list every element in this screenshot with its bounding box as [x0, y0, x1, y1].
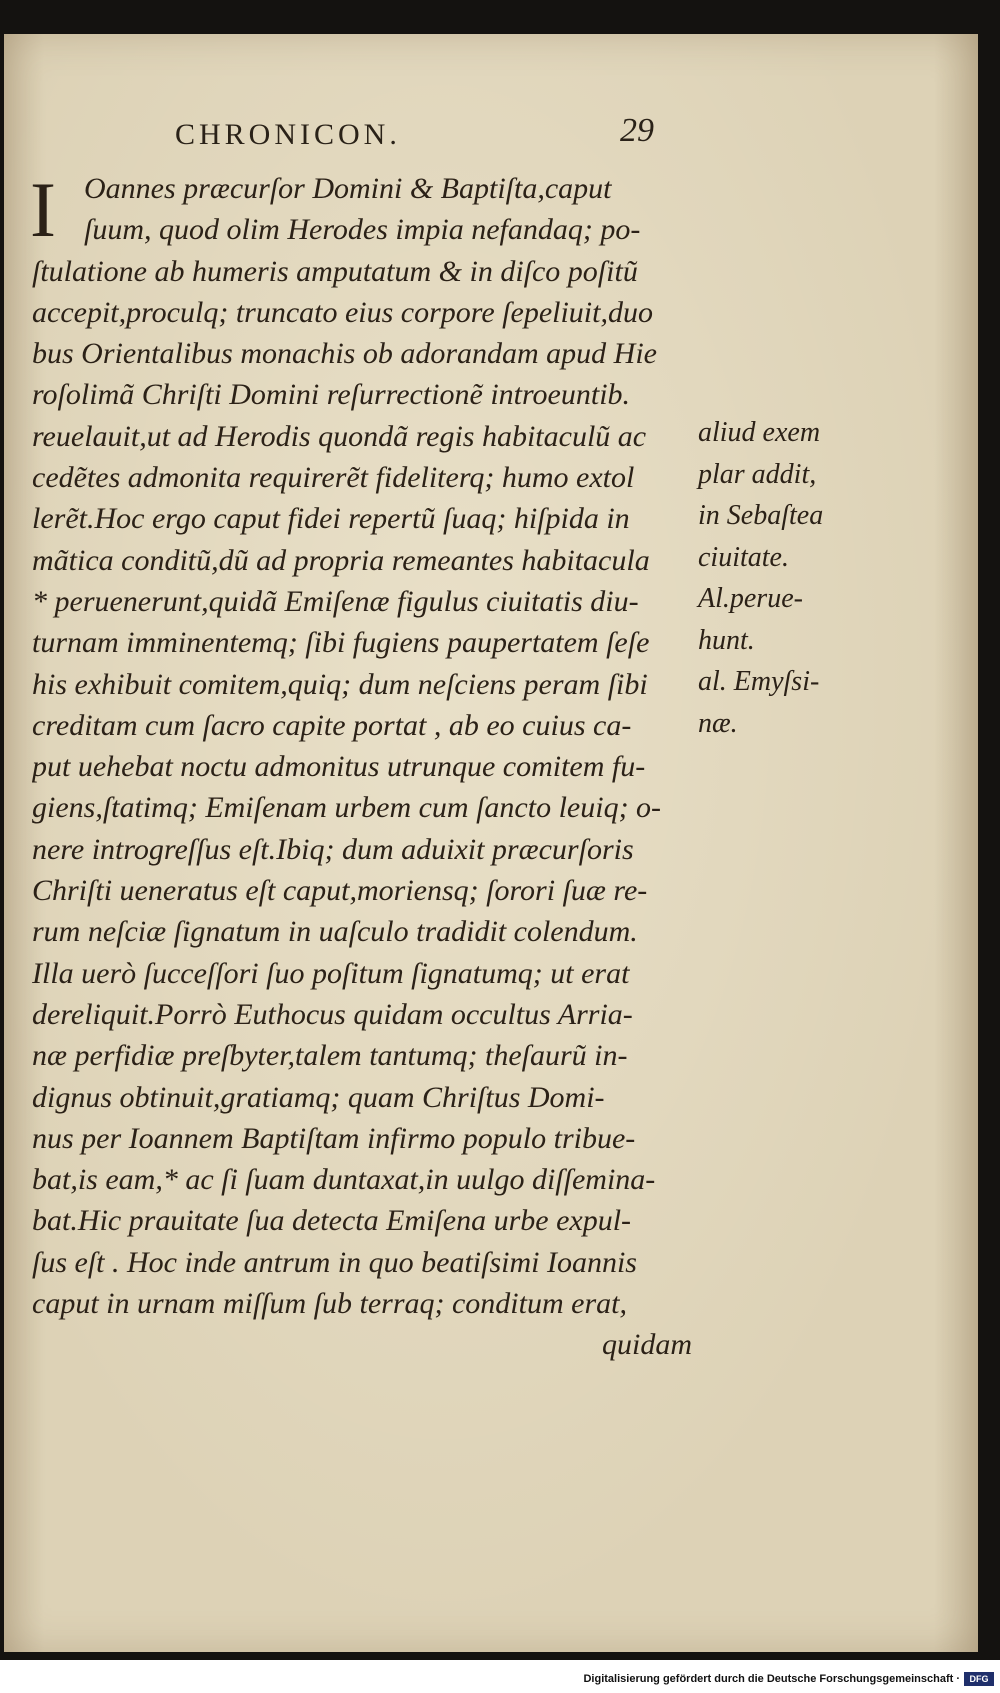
text-line: ſuum, quod olim Herodes impia nefandaq; po- [84, 213, 641, 247]
text-line: ſus eſt . Hoc inde antrum in quo beatiſsimi Ioannis [32, 1245, 637, 1279]
main-text-block [32, 168, 692, 1366]
margin-note-line: hunt. [698, 624, 755, 656]
text-line: dignus obtinuit,gratiamq; quam Chriſtus Domi- [32, 1080, 605, 1114]
text-line: cedẽtes admonita requirerẽt fideliterq; humo extol [32, 461, 635, 495]
margin-note-line: aliud exem [698, 417, 821, 448]
text-line: mãtica conditũ,dũ ad propria remeantes habitacula [32, 543, 650, 577]
margin-note-line: ciuitate. [698, 541, 789, 573]
text-line: Chriſti ueneratus eſt caput,moriensq; ſorori ſuæ re- [32, 874, 648, 908]
margin-notes [698, 412, 858, 744]
text-line: bat,is eam,* ac ſi ſuam duntaxat,in uulgo diſſemina- [32, 1163, 656, 1197]
margin-note-line: Al.perue- [698, 583, 803, 614]
text-line: accepit,proculq; truncato eius corpore ſepeliuit,duo [32, 295, 653, 329]
margin-note-line: plar addit, [698, 458, 817, 490]
text-line: lerẽt.Hoc ergo caput fidei repertũ ſuaq; hiſpida in [32, 502, 630, 536]
text-line: nus per Ioannem Baptiſtam infirmo populo tribue- [32, 1121, 636, 1155]
text-line: bat.Hic prauitate ſua detecta Emiſena urbe expul- [32, 1204, 632, 1238]
page-number: 29 [620, 112, 654, 149]
text-line: roſolimã Chriſti Domini reſurrectionẽ introeuntib. [32, 378, 631, 412]
text-line: rum neſciæ ſignatum in uaſculo tradidit colendum. [32, 915, 638, 949]
text-line: giens,ſtatimq; Emiſenam urbem cum ſancto leuiq; o- [32, 791, 662, 825]
footer-credit: Digitalisierung gefördert durch die Deutsche Forschungsgemeinschaft · [583, 1673, 960, 1685]
margin-note-line: in Sebaſtea [698, 500, 824, 531]
text-line: Illa uerò ſucceſſori ſuo poſitum ſignatumq; ut erat [32, 956, 630, 990]
catchword: quidam [602, 1328, 692, 1362]
text-line: * peruenerunt,quidã Emiſenæ figulus ciuitatis diu- [32, 584, 639, 618]
text-line: Oannes præcurſor Domini & Baptiſta,caput [84, 172, 612, 205]
text-line: reuelauit,ut ad Herodis quondã regis habitaculũ ac [32, 419, 647, 453]
text-line: put uehebat noctu admonitus utrunque comitem fu- [32, 750, 646, 784]
text-line: turnam imminentemq; ſibi fugiens paupertatem ſeſe [32, 626, 650, 660]
text-line: nere introgreſſus eſt.Ibiq; dum aduixit præcurſoris [32, 832, 634, 866]
running-head: CHRONICON. [175, 118, 401, 151]
drop-cap: I [30, 166, 56, 253]
text-line: bus Orientalibus monachis ob adorandam apud Hie [32, 337, 657, 371]
text-line: caput in urnam miſſum ſub terraq; conditum erat, [32, 1287, 627, 1321]
text-line: creditam cum ſacro capite portat , ab eo cuius ca- [32, 708, 632, 742]
margin-note-line: næ. [698, 707, 738, 739]
text-line: næ perfidiæ preſbyter,talem tantumq; theſaurũ in- [32, 1039, 628, 1073]
margin-note-line: al. Emyſsi- [698, 666, 820, 697]
text-line: ſtulatione ab humeris amputatum & in diſco poſitũ [32, 254, 638, 288]
text-line: his exhibuit comitem,quiq; dum neſciens peram ſibi [32, 667, 648, 701]
dfg-logo: DFG [964, 1672, 994, 1686]
text-line: dereliquit.Porrò Euthocus quidam occultus Arria- [32, 997, 633, 1031]
